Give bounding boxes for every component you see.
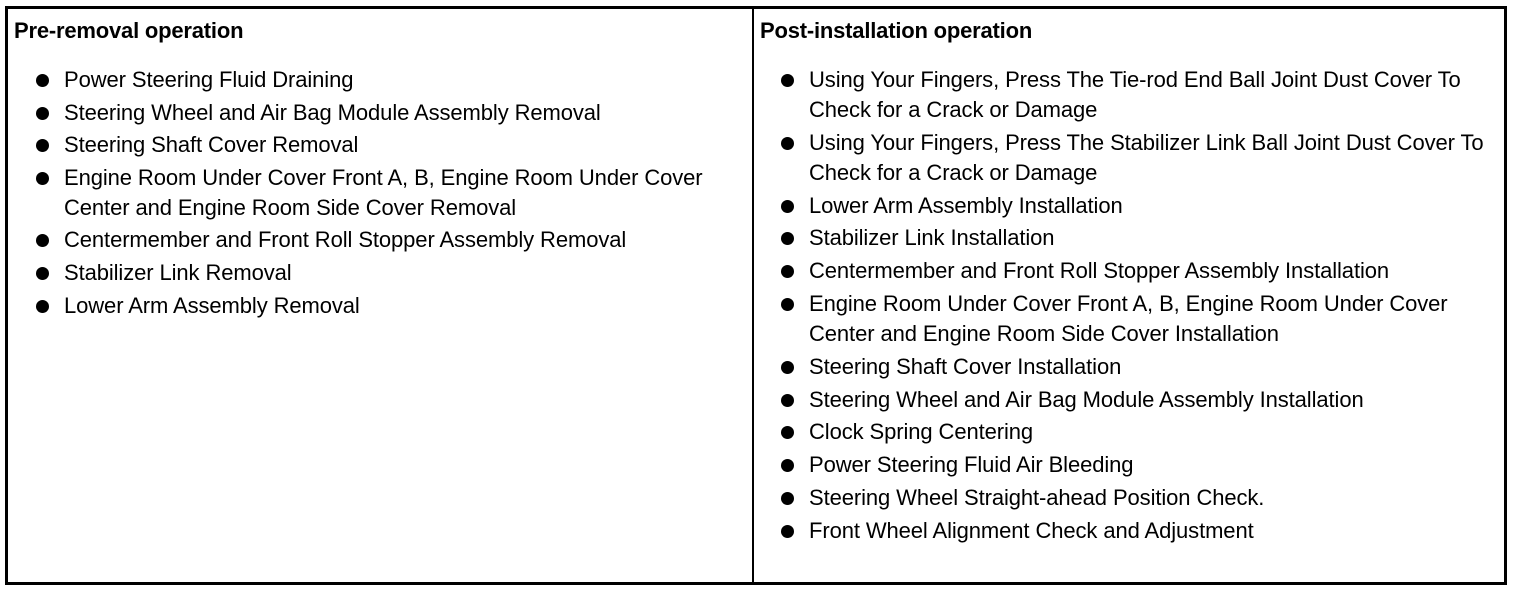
bullet-icon [781,426,794,439]
list-item [760,385,1489,415]
list-item [760,223,1489,253]
list-item-text: Lower Arm Assembly Installation [809,192,1123,218]
list-item [14,225,734,255]
list-item [760,128,1489,188]
bullet-icon [781,265,794,278]
bullet-icon [781,298,794,311]
bullet-icon [781,492,794,505]
bullet-icon [36,234,49,247]
list-item-text: Centermember and Front Roll Stopper Assembly Removal [64,227,627,253]
list-item [14,65,734,95]
list-item [760,65,1489,125]
pre-removal-heading: Pre-removal operation [14,18,244,43]
list-item-text: Lower Arm Assembly Removal [64,292,360,318]
list-item-text: Steering Shaft Cover Installation [809,353,1122,379]
post-installation-list [760,65,1504,546]
bullet-icon [781,394,794,407]
list-item-text: Power Steering Fluid Draining [64,67,354,92]
bullet-icon [781,525,794,538]
list-item-text: Using Your Fingers, Press The Tie-rod End Ball Joint Dust Cover To Check for a Crack or Damage [809,67,1461,122]
bullet-icon [36,139,49,152]
list-item [14,130,734,160]
bullet-icon [36,267,49,280]
list-item-text: Clock Spring Centering [809,419,1034,445]
list-item-text: Engine Room Under Cover Front A, B, Engine Room Under Cover Center and Engine Room Side Cover Installation [809,290,1448,346]
list-item [14,163,734,223]
bullet-icon [36,172,49,185]
list-item [14,98,734,128]
post-installation-heading: Post-installation operation [760,18,1033,43]
list-item [14,291,734,321]
bullet-icon [781,137,794,150]
bullet-icon [781,74,794,87]
list-item-text: Centermember and Front Roll Stopper Assembly Installation [809,258,1390,284]
list-item [760,450,1489,480]
list-item-text: Engine Room Under Cover Front A, B, Engine Room Under Cover Center and Engine Room Side Cover Removal [64,164,703,220]
list-item-text: Steering Wheel and Air Bag Module Assembly Installation [809,386,1364,412]
list-item [760,352,1489,382]
bullet-icon [781,232,794,245]
bullet-icon [781,361,794,374]
bullet-icon [781,459,794,472]
list-item [760,483,1489,513]
list-item-text: Power Steering Fluid Air Bleeding [809,452,1134,478]
list-item-text: Front Wheel Alignment Check and Adjustment [809,517,1254,543]
list-item-text: Steering Wheel and Air Bag Module Assembly Removal [64,99,601,125]
pre-removal-list [14,65,752,321]
bullet-icon [36,74,49,87]
bullet-icon [36,107,49,120]
list-item [760,191,1489,221]
list-item-text: Steering Shaft Cover Removal [64,132,359,158]
list-item [760,289,1489,349]
list-item-text: Stabilizer Link Removal [64,259,292,285]
list-item-text: Steering Wheel Straight-ahead Position Check. [809,484,1265,510]
list-item [760,256,1489,286]
list-item-text: Stabilizer Link Installation [809,225,1055,251]
list-item [14,258,734,288]
bullet-icon [36,300,49,313]
list-item-text: Using Your Fingers, Press The Stabilizer Link Ball Joint Dust Cover To Check for a Crack or Damage [809,129,1484,185]
list-item [760,417,1489,447]
post-installation-column [754,9,1504,582]
pre-removal-column [8,9,754,582]
list-item [760,516,1489,546]
operations-table [5,6,1507,585]
bullet-icon [781,200,794,213]
